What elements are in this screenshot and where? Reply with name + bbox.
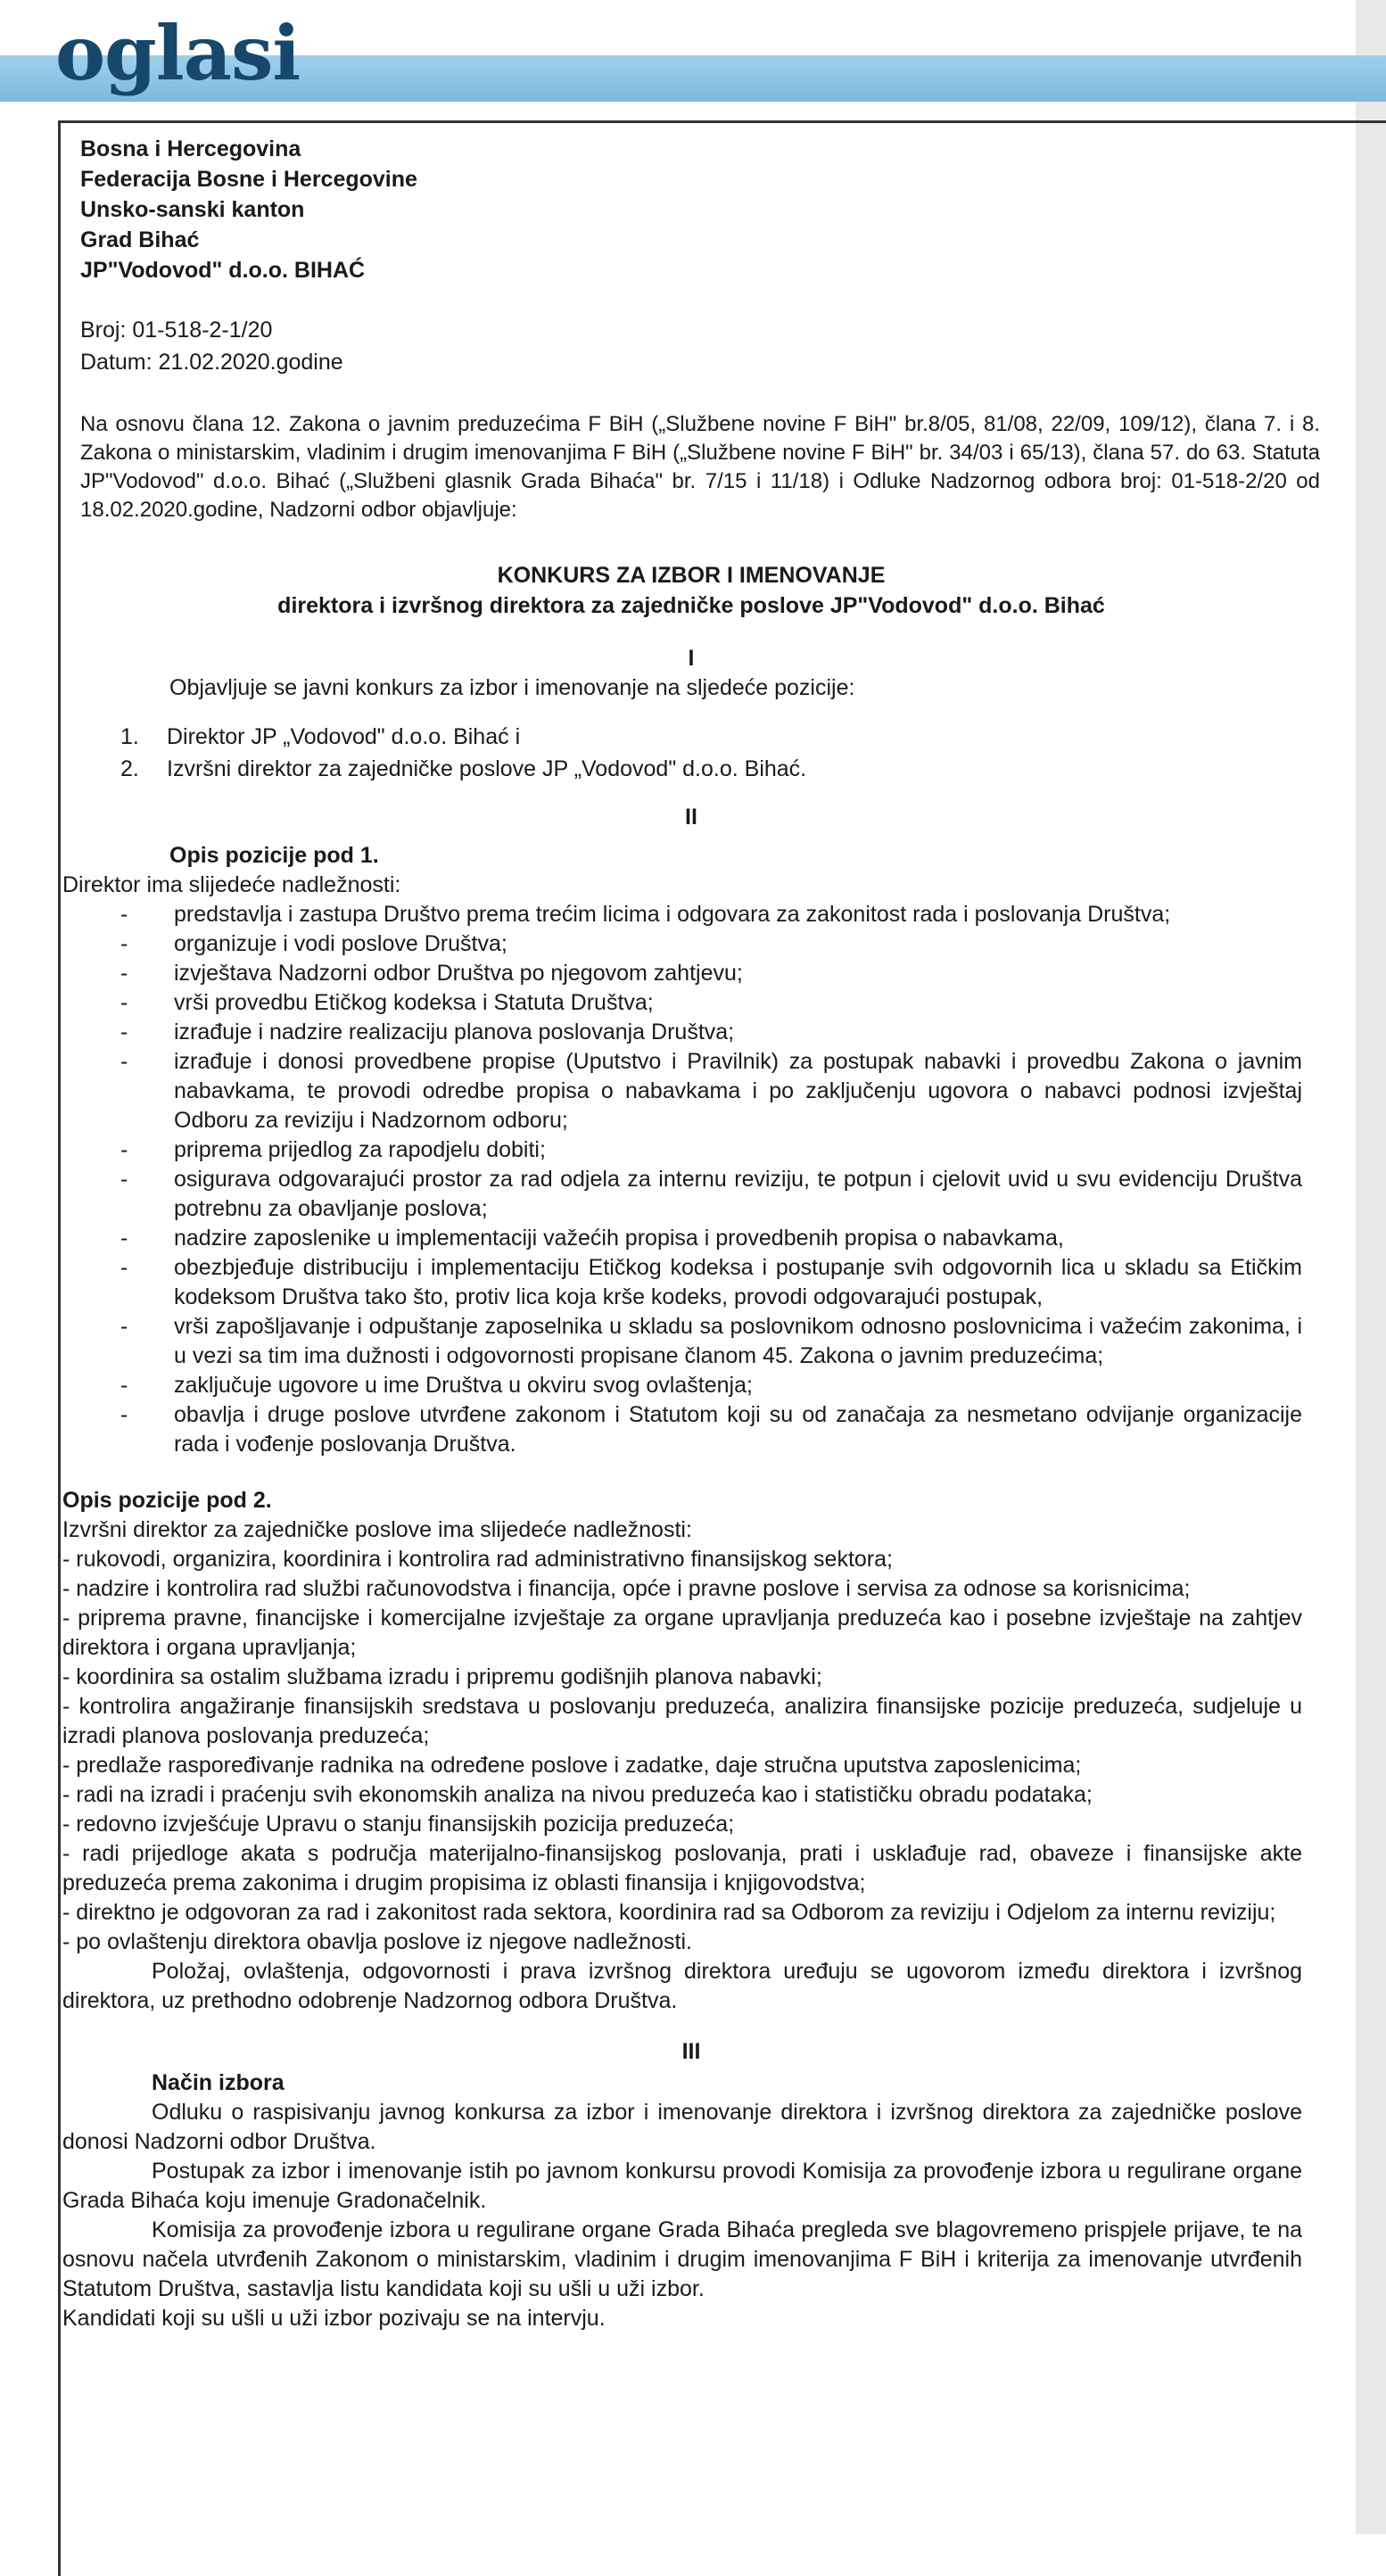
selection-paragraph: Odluku o raspisivanju javnog konkursa za izbor i imenovanje direktora i izvršnog direktora za zajedničke poslove donosi Nadzorni odbor Društva.	[62, 2100, 1302, 2154]
duty-item: - izvještava Nadzorni odbor Društva po njegovom zahtjevu;	[120, 959, 1302, 988]
duty-item: - osigurava odgovarajući prostor za rad odjela za internu reviziju, te potpun i cjelovit uvid u svu evidenciju Društva potrebnu za obavljanje poslova;	[120, 1165, 1302, 1224]
duty-item: - priprema prijedlog za rapodjelu dobiti;	[120, 1135, 1302, 1165]
selection-paragraph: Postupak za izbor i imenovanje istih po javnom konkursu provodi Komisija za provođenje izbora u regulirane organe Grada Bihaća koju imenuje Gradonačelnik.	[62, 2159, 1302, 2213]
duty-item: - koordinira sa ostalim službama izradu i pripremu godišnjih planova nabavki;	[62, 1664, 822, 1689]
position2-intro: Izvršni direktor za zajedničke poslove ima slijedeće nadležnosti:	[62, 1517, 692, 1542]
position2-heading: Opis pozicije pod 2.	[62, 1488, 272, 1513]
issuer-header	[80, 134, 1320, 285]
position2-duties	[62, 1545, 1302, 1957]
position1-intro: Direktor ima slijedeće nadležnosti:	[62, 872, 401, 897]
duty-item: - izrađuje i nadzire realizaciju planova poslovanja Društva;	[120, 1018, 1302, 1047]
issuer-line: Grad Bihać	[80, 227, 200, 252]
section-number-2: II	[685, 805, 697, 830]
duty-item: - priprema pravne, financijske i komercijalne izvještaje za organe upravljanja preduzeća kao i posebne izvještaje na zahtjev direktora i organa upravljanja;	[62, 1606, 1302, 1660]
position-number: 1.	[120, 724, 139, 749]
duty-item: - rukovodi, organizira, koordinira i kontrolira rad administrativno finansijskog sektora;	[62, 1547, 893, 1572]
duty-text: izrađuje i donosi provedbene propise (Uputstvo i Pravilnik) za postupak nabavki i provedbu Zakona o javnim nabavkama, te provodi odredbe propisa o nabavkama i po zaključenju ugovora o nabavci podnosi izvještaj Odboru za reviziju i Nadzornom odboru;	[174, 1049, 1302, 1133]
duty-text: osigurava odgovarajući prostor za rad odjela za internu reviziju, te potpun i cjelovit uvid u svu evidenciju Društva potrebnu za obavljanje poslova;	[174, 1167, 1302, 1221]
duty-item: - radi prijedloge akata s područja materijalno-finansijskog poslovanja, prati i usklađuje rad, obaveze i finansijske akte preduzeća prema zakonima i drugim propisima iz oblasti finansija i knjigovodstva;	[62, 1841, 1302, 1895]
section-number-3: III	[681, 2039, 701, 2064]
position-label: Direktor JP „Vodovod" d.o.o. Bihać i	[167, 724, 521, 749]
duty-item: - zaključuje ugovore u ime Društva u okviru svog ovlaštenja;	[120, 1371, 1302, 1400]
duty-item: - redovno izvješćuje Upravu o stanju finansijskih pozicija preduzeća;	[62, 1812, 735, 1837]
issuer-line: Unsko-sanski kanton	[80, 197, 305, 222]
duty-text: obezbjeđuje distribuciju i implementaciju Etičkog kodeksa i postupanje svih odgovornih lica u skladu sa Etičkim kodeksom Društva tako što, protiv lica koja krše kodeks, provodi odgovarajući postupak,	[174, 1255, 1302, 1309]
reference-number: Broj: 01-518-2-1/20	[80, 318, 273, 343]
document-body	[62, 134, 1320, 2333]
duty-text: vrši zapošljavanje i odpuštanje zaposelnika u skladu sa poslovnikom odnosno poslovnicima i važećim zakonima, i u vezi sa tim ima dužnosti i odgovornosti propisane članom 45. Zakona o javnim preduzećima;	[174, 1314, 1302, 1368]
reference-date: Datum: 21.02.2020.godine	[80, 350, 343, 375]
position1-duties	[120, 900, 1302, 1459]
duty-item: - radi na izradi i praćenju svih ekonomskih analiza na nivou preduzeća kao i statističku obradu podataka;	[62, 1782, 1093, 1807]
section1-text: Objavljuje se javni konkurs za izbor i imenovanje na sljedeće pozicije:	[169, 675, 855, 700]
contest-title-line1: KONKURS ZA IZBOR I IMENOVANJE	[497, 563, 886, 588]
position-number: 2.	[120, 756, 139, 781]
duty-item: - obezbjeđuje distribuciju i implementaciju Etičkog kodeksa i postupanje svih odgovornih lica u skladu sa Etičkim kodeksom Društva tako što, protiv lica koja krše kodeks, provodi odgovarajući postupak,	[120, 1253, 1302, 1312]
contest-title	[62, 560, 1320, 621]
selection-paragraph: Komisija za provođenje izbora u regulirane organe Grada Bihaća pregleda sve blagovremeno prispjele prijave, te na osnovu načela utvrđenih Zakonom o ministarskim, vladinim i drugim imenovanjima F BiH i kriterija za imenovanje utvrđenih Statutom Društva, sastavlja listu kandidata koji su ušli u uži izbor.	[62, 2217, 1302, 2301]
duty-item: - nadzire i kontrolira rad službi računovodstva i financija, opće i pravne poslove i servisa za odnose sa korisnicima;	[62, 1576, 1191, 1601]
position1-heading: Opis pozicije pod 1.	[169, 843, 379, 868]
duty-text: nadzire zaposlenike u implementaciji važećih propisa i provedbenih propisa o nabavkama,	[174, 1226, 1064, 1251]
duty-text: izrađuje i nadzire realizaciju planova poslovanja Društva;	[174, 1020, 735, 1044]
issuer-line: Bosna i Hercegovina	[80, 136, 301, 161]
positions-list	[120, 721, 1320, 785]
section-number-1: I	[688, 646, 695, 671]
duty-text: obavlja i druge poslove utvrđene zakonom i Statutom koji su od zanačaja za nesmetano odvijanje organizacije rada i vođenje poslovanja Društva.	[174, 1402, 1302, 1457]
duty-item: - nadzire zaposlenike u implementaciji važećih propisa i provedbenih propisa o nabavkama,	[120, 1224, 1302, 1253]
position-item	[120, 721, 1320, 753]
duty-text: zaključuje ugovore u ime Društva u okviru svog ovlaštenja;	[174, 1373, 753, 1398]
duty-item: - kontrolira angažiranje finansijskih sredstava u poslovanju preduzeća, analizira finansijske pozicije preduzeća, sudjeluje u izradi planova poslovanja preduzeća;	[62, 1694, 1302, 1748]
duty-item: - po ovlaštenju direktora obavlja poslove iz njegove nadležnosti.	[62, 1929, 692, 1954]
duty-item: - obavlja i druge poslove utvrđene zakonom i Statutom koji su od zanačaja za nesmetano odvijanje organizacije rada i vođenje poslovanja Društva.	[120, 1400, 1302, 1459]
selection-final-line: Kandidati koji su ušli u uži izbor pozivaju se na intervju.	[62, 2306, 606, 2331]
duty-item: - predstavlja i zastupa Društvo prema trećim licima i odgovara za zakonitost rada i poslovanja Društva;	[120, 900, 1302, 929]
duty-text: vrši provedbu Etičkog kodeksa i Statuta Društva;	[174, 990, 654, 1015]
duty-item: - vrši provedbu Etičkog kodeksa i Statuta Društva;	[120, 988, 1302, 1018]
duty-text: priprema prijedlog za rapodjelu dobiti;	[174, 1137, 546, 1162]
position-item	[120, 753, 1320, 785]
selection-method-heading: Način izbora	[152, 2070, 285, 2095]
duty-text: izvještava Nadzorni odbor Društva po njegovom zahtjevu;	[174, 961, 743, 986]
duty-item: - izrađuje i donosi provedbene propise (Uputstvo i Pravilnik) za postupak nabavki i provedbu Zakona o javnim nabavkama, te provodi odredbe propisa o nabavkama i po zaključenju ugovora o nabavci podnosi izvještaj Odboru za reviziju i Nadzornom odboru;	[120, 1047, 1302, 1135]
intro-paragraph: Na osnovu člana 12. Zakona o javnim preduzećima F BiH („Službene novine F BiH" br.8/05, 81/08, 22/09, 109/12), člana 7. i 8. Zakona o ministarskim, vladinim i drugim imenovanjima F BiH („Službene novine F BiH" br. 34/03 i 65/13), člana 57. do 63. Statuta JP"Vodovod" d.o.o. Bihać („Službeni glasnik Grada Bihaća" br. 7/15 i 11/18) i Odluke Nadzornog odbora broj: 01-518-2/20 od 18.02.2020.godine, Nadzorni odbor objavljuje:	[80, 412, 1320, 522]
duty-text: predstavlja i zastupa Društvo prema trećim licima i odgovara za zakonitost rada i poslovanja Društva;	[174, 902, 1171, 927]
reference-block	[80, 314, 1320, 378]
duty-item: - vrši zapošljavanje i odpuštanje zaposelnika u skladu sa poslovnikom odnosno poslovnicima i važećim zakonima, i u vezi sa tim ima dužnosti i odgovornosti propisane članom 45. Zakona o javnim preduzećima;	[120, 1312, 1302, 1371]
duty-item: - predlaže raspoređivanje radnika na određene poslove i zadatke, daje stručna uputstva zaposlenicima;	[62, 1753, 1082, 1778]
duty-item: - direktno je odgovoran za rad i zakonitost rada sektora, koordinira rad sa Odborom za reviziju i Odjelom za internu reviziju;	[62, 1900, 1276, 1925]
duty-item: - organizuje i vodi poslove Društva;	[120, 929, 1302, 959]
contest-title-line2: direktora i izvršnog direktora za zajedničke poslove JP"Vodovod" d.o.o. Bihać	[277, 593, 1105, 618]
duty-text: organizuje i vodi poslove Društva;	[174, 931, 507, 956]
masthead	[0, 0, 1386, 134]
position-label: Izvršni direktor za zajedničke poslove JP „Vodovod" d.o.o. Bihać.	[167, 756, 807, 781]
issuer-line: Federacija Bosne i Hercegovine	[80, 167, 417, 192]
issuer-line: JP"Vodovod" d.o.o. BIHAĆ	[80, 258, 366, 283]
position2-closing: Položaj, ovlaštenja, odgovornosti i prava izvršnog direktora uređuju se ugovorom između direktora i izvršnog direktora, uz prethodno odobrenje Nadzornog odbora Društva.	[62, 1959, 1302, 2013]
masthead-title: oglasi	[55, 9, 301, 97]
